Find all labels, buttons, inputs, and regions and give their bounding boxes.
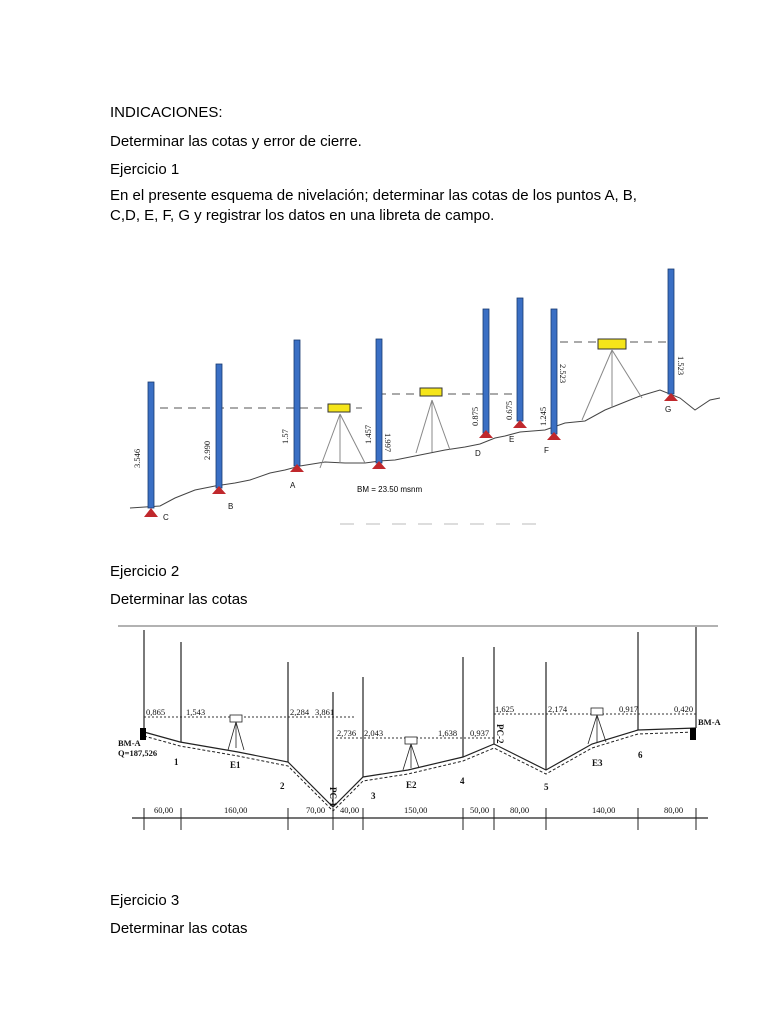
reading-f: 1.245 [538,406,548,426]
station-e2: E2 [406,780,417,790]
exercise-3-title: Ejercicio 3 [110,892,180,909]
point-label-e: E [509,435,515,444]
point-4: 4 [460,776,465,786]
exercise-2-subtitle: Determinar las cotas [110,591,248,608]
distance-3: 70,00 [306,805,326,815]
distance-6: 50,00 [470,805,490,815]
distance-1: 60,00 [154,805,174,815]
ex2-reading-9: 1,625 [495,704,515,714]
distance-7: 80,00 [510,805,530,815]
ex2-reading-4: 3,861 [315,707,335,717]
reading-b: 2.990 [202,440,212,460]
point-1: 1 [174,757,179,767]
point-label-c: C [163,513,169,522]
ex2-reading-3: 2,284 [290,707,310,717]
distance-9: 80,00 [664,805,684,815]
point-label-b: B [228,502,234,511]
station-e3: E3 [592,758,603,768]
ex2-reading-6: 2,043 [364,728,384,738]
bm-left-label: BM-A [118,738,141,748]
station-e1: E1 [230,760,241,770]
ex2-reading-7: 1,638 [438,728,458,738]
point-6: 6 [638,750,643,760]
ex2-reading-11: 0,917 [619,704,639,714]
ex2-reading-5: 2,736 [337,728,357,738]
distance-2: 160,00 [224,805,248,815]
distance-4: 40,00 [340,805,360,815]
reading-bs-f: 2.523 [558,364,568,384]
heading: INDICACIONES: [110,104,223,121]
point-pc1: PC-1 [328,787,338,807]
ex2-reading-1: 0,865 [146,707,166,717]
point-label-f: F [544,446,549,455]
point-label-g: G [665,405,672,414]
exercise-1-text: En el presente esquema de nivelación; determinar las cotas de los puntos A, B, C,D, E, F, G y registrar los datos en una libreta de campo. [110,187,637,224]
ex2-reading-2: 1,543 [186,707,206,717]
reading-c: 3.546 [132,448,142,468]
reading-d: 0.875 [470,406,480,426]
exercise-2-title: Ejercicio 2 [110,563,180,580]
exercise-3-subtitle: Determinar las cotas [110,920,248,937]
point-label-a: A [290,481,296,490]
point-3: 3 [371,791,376,801]
reading-a: 1.57 [280,429,290,444]
bm-label: BM = 23.50 msnm [357,485,423,494]
point-pc2: PC-2 [495,724,505,744]
exercise-1-title: Ejercicio 1 [110,161,180,178]
leveling-diagram-1 [120,258,720,528]
distance-5: 150,00 [404,805,428,815]
ex2-reading-8: 0,937 [470,728,490,738]
ex2-reading-10: 2,174 [548,704,568,714]
ex2-reading-12: 0,420 [674,704,694,714]
point-2: 2 [280,781,285,791]
reading-g: 1.523 [676,356,686,376]
point-5: 5 [544,782,549,792]
point-label-d: D [475,449,481,458]
reading-e: 0.675 [504,400,514,420]
reading-fs-a: 1.457 [363,424,373,444]
bm-right-label: BM-A [698,717,721,727]
instruction-text: Determinar las cotas y error de cierre. [110,133,362,150]
distance-8: 140,00 [592,805,616,815]
reading-bs-pc: 1.997 [383,433,393,453]
bm-left-elevation: Q=187,526 [118,748,158,758]
leveling-diagram-2 [118,622,723,837]
